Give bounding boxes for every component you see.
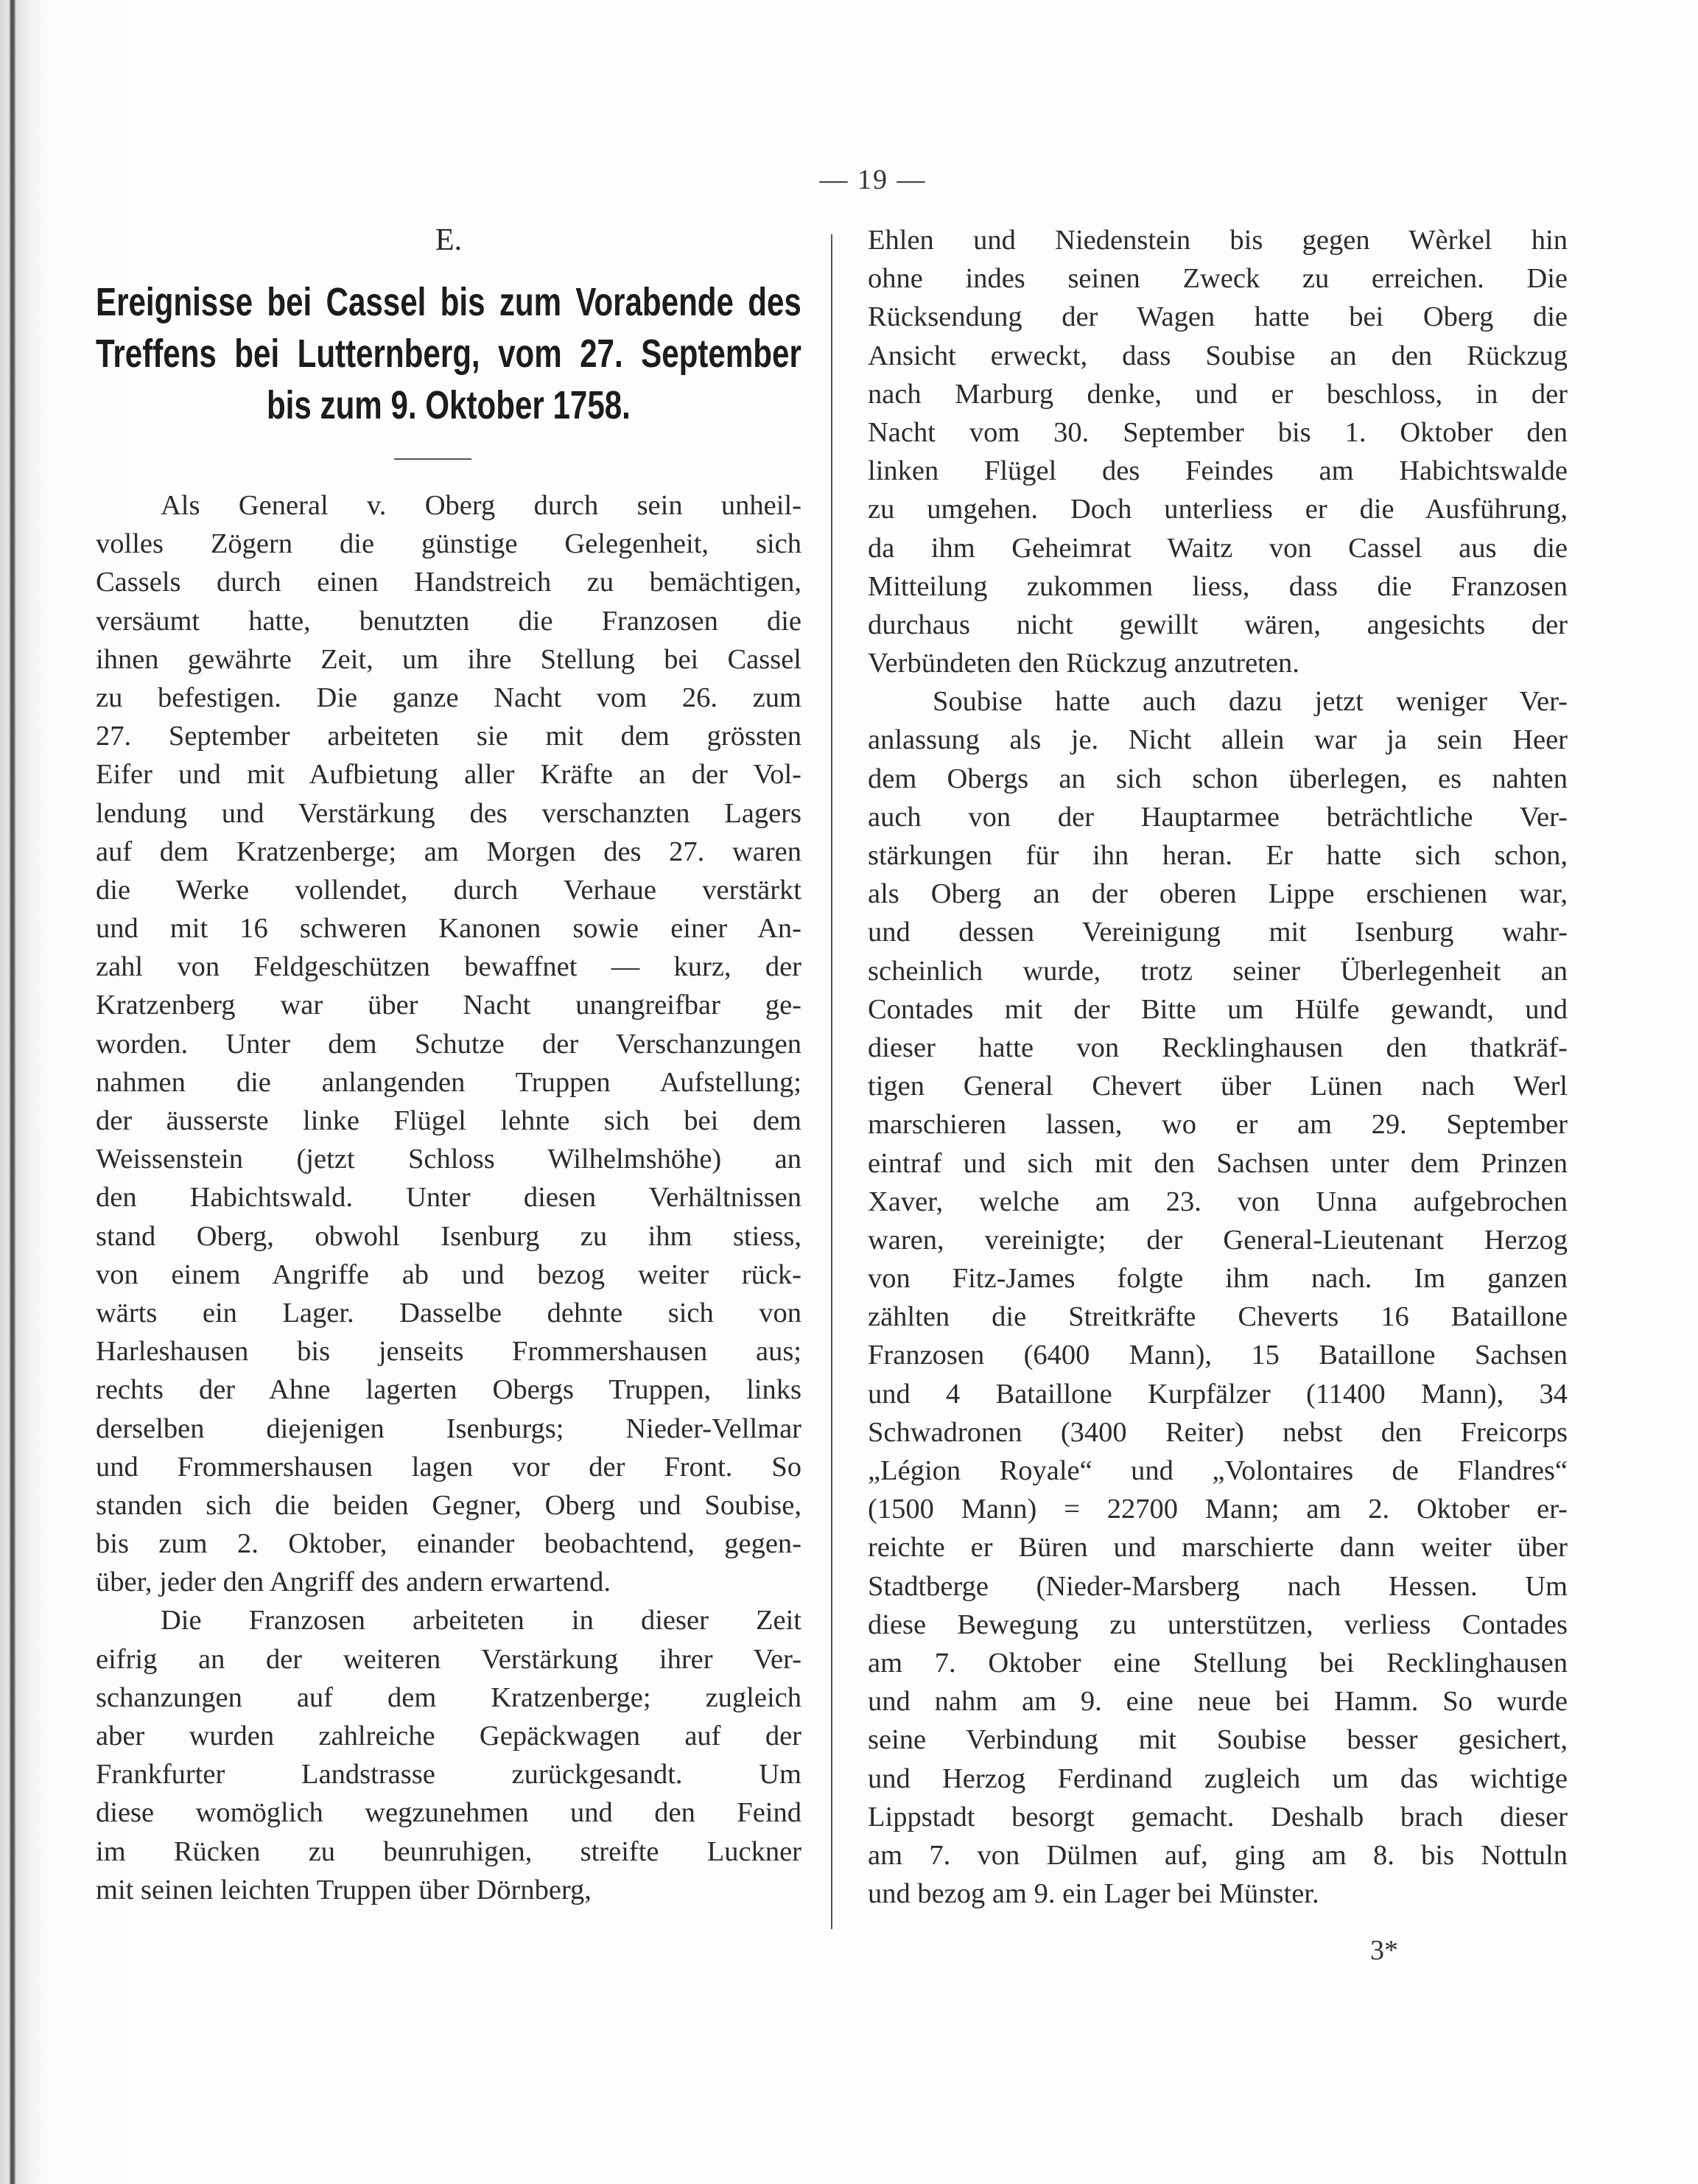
text-line: im Rücken zu beunruhigen, streifte Luckner [96, 1835, 801, 1867]
paragraph [96, 486, 801, 1601]
text-line: Schwadronen (3400 Reiter) nebst den Freicorps [868, 1416, 1568, 1448]
text-line: linken Flügel des Feindes am Habichtswalde [868, 455, 1568, 487]
text-line: die Werke vollendet, durch Verhaue verstärkt [96, 874, 801, 906]
left-body-text [96, 486, 801, 1909]
text-line: seine Verbindung mit Soubise besser gesichert, [868, 1724, 1568, 1756]
text-line: Als General v. Oberg durch sein unheil- [161, 490, 801, 521]
text-line: von Fitz-James folgte ihm nach. Im ganzen [868, 1263, 1568, 1295]
text-line: aber wurden zahlreiche Gepäckwagen auf der [96, 1721, 801, 1751]
text-line: von einem Angriffe ab und bezog weiter rück- [96, 1259, 801, 1290]
text-line: worden. Unter dem Schutze der Verschanzungen [96, 1028, 801, 1060]
text-line: Eifer und mit Aufbietung aller Kräfte an der Vol- [96, 759, 801, 791]
text-line: Stadtberge (Nieder-Marsberg nach Hessen. Um [868, 1570, 1568, 1602]
paragraph [868, 682, 1568, 1913]
text-line: scheinlich wurde, trotz seiner Überlegenheit an [868, 955, 1568, 987]
text-line: (1500 Mann) = 22700 Mann; am 2. Oktober er- [868, 1494, 1568, 1525]
text-line: ihnen gewährte Zeit, um ihre Stellung bei Cassel [96, 643, 801, 675]
paragraph [868, 221, 1568, 682]
text-line: Frankfurter Landstrasse zurückgesandt. Um [96, 1759, 801, 1791]
text-line: über, jeder den Angriff des andern erwartend. [96, 1567, 611, 1598]
text-line: standen sich die beiden Gegner, Oberg und Soubise, [96, 1489, 801, 1521]
text-line: 27. September arbeiteten sie mit dem grössten [96, 721, 801, 752]
text-line: nach Marburg denke, und er beschloss, in der [868, 378, 1568, 410]
text-line: Mitteilung zukommen liess, dass die Franzosen [868, 570, 1568, 602]
text-line: Rücksendung der Wagen hatte bei Oberg die [868, 301, 1568, 333]
text-line: mit seinen leichten Truppen über Dörnberg, [96, 1874, 592, 1905]
right-body-text [868, 221, 1568, 1913]
text-line: zu umgehen. Doch unterliess er die Ausführung, [868, 494, 1568, 525]
text-line: Ehlen und Niedenstein bis gegen Wèrkel hin [868, 225, 1568, 256]
text-line: marschieren lassen, wo er am 29. September [868, 1109, 1568, 1141]
text-line: als Oberg an der oberen Lippe erschienen war, [868, 878, 1568, 910]
text-line: dem Obergs an sich schon überlegen, es nahten [868, 763, 1568, 794]
page-number: — 19 — [819, 164, 927, 195]
text-line: durchaus nicht gewillt wären, angesichts der [868, 609, 1568, 640]
text-line: zu befestigen. Die ganze Nacht vom 26. zum [96, 682, 801, 713]
text-line: lendung und Verstärkung des verschanzten Lagers [96, 797, 801, 829]
text-line: am 7. Oktober eine Stellung bei Recklinghausen [868, 1647, 1568, 1679]
text-line: Lippstadt besorgt gemacht. Deshalb brach dieser [868, 1801, 1568, 1833]
signature-mark: 3* [1370, 1935, 1398, 1966]
text-line: und nahm am 9. eine neue bei Hamm. So wurde [868, 1686, 1568, 1718]
heading-line: Ereignisse bei Cassel bis zum Vorabende des [96, 280, 801, 324]
text-line: der äusserste linke Flügel lehnte sich bei dem [96, 1105, 801, 1136]
heading-rule [394, 458, 471, 460]
text-line: nahmen die anlangenden Truppen Aufstellung; [96, 1066, 801, 1098]
text-line: Die Franzosen arbeiteten in dieser Zeit [161, 1605, 801, 1637]
text-line: auf dem Kratzenberge; am Morgen des 27. waren [96, 836, 801, 867]
text-line: schanzungen auf dem Kratzenberge; zugleich [96, 1681, 801, 1713]
text-line: Weissenstein (jetzt Schloss Wilhelmshöhe) an [96, 1144, 801, 1175]
text-line: Kratzenberg war über Nacht unangreifbar ge- [96, 990, 801, 1021]
text-line: bis zum 2. Oktober, einander beobachtend, gegen- [96, 1528, 801, 1560]
text-line: am 7. von Dülmen auf, ging am 8. bis Nottuln [868, 1839, 1568, 1871]
text-line: Cassels durch einen Handstreich zu bemächtigen, [96, 567, 801, 598]
text-line: und 4 Bataillone Kurpfälzer (11400 Mann), 34 [868, 1378, 1568, 1410]
text-line: reichte er Büren und marschierte dann weiter über [868, 1532, 1568, 1564]
text-line: da ihm Geheimrat Waitz von Cassel aus die [868, 532, 1568, 564]
text-line: und Herzog Ferdinand zugleich um das wichtige [868, 1763, 1568, 1794]
text-line: tigen General Chevert über Lünen nach Werl [868, 1071, 1568, 1102]
text-line: waren, vereinigte; der General-Lieutenant Herzog [868, 1224, 1568, 1256]
text-line: Ansicht erweckt, dass Soubise an den Rückzug [868, 340, 1568, 371]
text-line: derselben diejenigen Isenburgs; Nieder-Vellmar [96, 1413, 801, 1444]
text-line: stand Oberg, obwohl Isenburg zu ihm stiess, [96, 1220, 801, 1252]
text-line: wärts ein Lager. Dasselbe dehnte sich von [96, 1297, 801, 1329]
text-line: volles Zögern die günstige Gelegenheit, sich [96, 528, 801, 560]
text-line: und dessen Vereinigung mit Isenburg wahr- [868, 917, 1568, 948]
text-line: Verbündeten den Rückzug anzutreten. [868, 648, 1299, 679]
text-line: zählten die Streitkräfte Cheverts 16 Bataillone [868, 1301, 1568, 1333]
chapter-heading [96, 276, 801, 431]
text-line: eintraf und sich mit den Sachsen unter dem Prinzen [868, 1147, 1568, 1179]
text-line: „Légion Royale“ und „Volontaires de Flandres“ [868, 1455, 1568, 1486]
text-line: versäumt hatte, benutzten die Franzosen die [96, 605, 801, 637]
heading-line: Treffens bei Lutternberg, vom 27. September [96, 332, 801, 376]
text-line: Soubise hatte auch dazu jetzt weniger Ver- [933, 686, 1568, 718]
text-line: ohne indes seinen Zweck zu erreichen. Die [868, 263, 1568, 295]
text-line: Nacht vom 30. September bis 1. Oktober den [868, 416, 1568, 448]
text-line: auch von der Hauptarmee beträchtliche Ver- [868, 801, 1568, 833]
heading-line: bis zum 9. Oktober 1758. [266, 383, 631, 427]
section-letter: E. [435, 223, 463, 257]
text-line: rechts der Ahne lagerten Obergs Truppen, links [96, 1374, 801, 1406]
text-line: und mit 16 schweren Kanonen sowie einer An- [96, 913, 801, 945]
text-line: zahl von Feldgeschützen bewaffnet — kurz, der [96, 951, 801, 983]
column-divider [831, 234, 832, 1929]
text-line: dieser hatte von Recklinghausen den thatkräf- [868, 1032, 1568, 1063]
text-line: diese Bewegung zu unterstützen, verliess Contades [868, 1609, 1568, 1640]
text-line: Franzosen (6400 Mann), 15 Bataillone Sachsen [868, 1340, 1568, 1371]
text-line: Xaver, welche am 23. von Unna aufgebrochen [868, 1186, 1568, 1217]
text-line: und Frommershausen lagen vor der Front. So [96, 1451, 801, 1483]
text-line: anlassung als je. Nicht allein war ja sein Heer [868, 724, 1568, 756]
text-line: eifrig an der weiteren Verstärkung ihrer Ver- [96, 1643, 801, 1675]
text-line: diese womöglich wegzunehmen und den Feind [96, 1797, 801, 1829]
text-line: Harleshausen bis jenseits Frommershausen aus; [96, 1336, 801, 1368]
text-line: stärkungen für ihn heran. Er hatte sich schon, [868, 840, 1568, 871]
text-line: den Habichtswald. Unter diesen Verhältnissen [96, 1182, 801, 1214]
paragraph [96, 1601, 801, 1909]
text-line: und bezog am 9. ein Lager bei Münster. [868, 1878, 1319, 1910]
text-line: Contades mit der Bitte um Hülfe gewandt, und [868, 993, 1568, 1025]
